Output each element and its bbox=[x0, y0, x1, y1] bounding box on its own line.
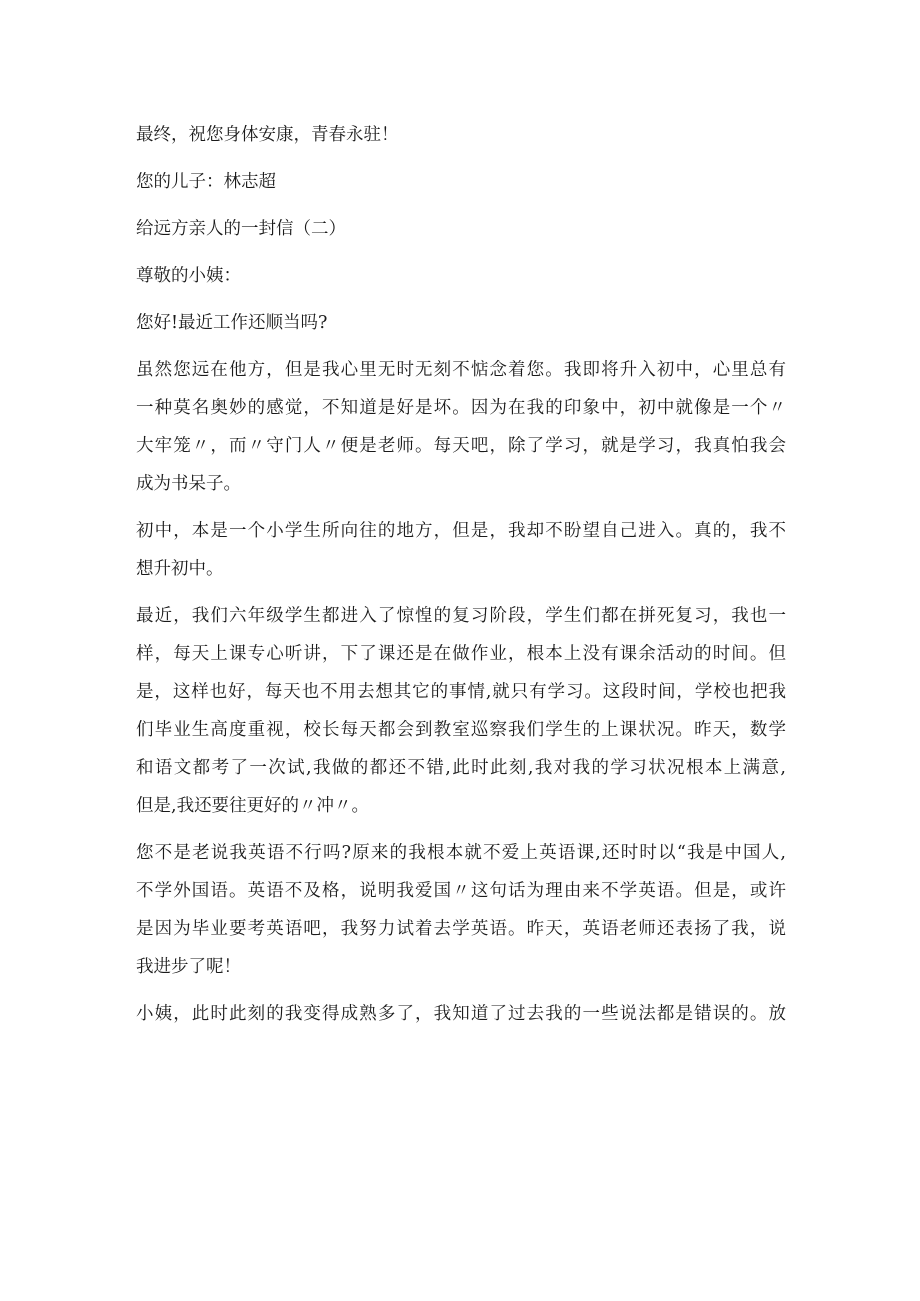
paragraph-2: 初中，本是一个小学生所向往的地方，但是，我却不盼望自己进入。真的，我不 想升初中。 bbox=[136, 521, 786, 579]
paragraph-4: 您不是老说我英语不行吗?原来的我根本就不爱上英语课,还时时以“我是中国人, 不学外国语。英语不及格，说明我爱国〃这句话为理由来不学英语。但是，或许 是因为毕业要考英语吧，我努力试着去学英语。昨天，英语老师还表扬了我，说 我进步了呢！ bbox=[136, 843, 786, 977]
closing-line: 最终，祝您身体安康，青春永驻！ bbox=[136, 125, 399, 145]
letter-body bbox=[136, 116, 786, 1042]
paragraph-1: 虽然您远在他方，但是我心里无时无刻不惦念着您。我即将升入初中，心里总有 一种莫名奥妙的感觉，不知道是好是坏。因为在我的印象中，初中就像是一个〃 大牢笼〃，而〃守门人〃便是老师。每天吧，除了学习，就是学习，我真怕我会 成为书呆子。 bbox=[136, 360, 786, 494]
paragraph-5: 小姨，此时此刻的我变得成熟多了，我知道了过去我的一些说法都是错误的。放 bbox=[136, 1004, 786, 1024]
signature-line: 您的儿子：林志超 bbox=[136, 172, 276, 192]
paragraph-3: 最近，我们六年级学生都进入了惊惶的复习阶段，学生们都在拼死复习，我也一 样，每天上课专心听讲，下了课还是在做作业，根本上没有课余活动的时间。但 是，这样也好，每天也不用去想其它的事情,就只有学习。这段时间，学校也把我 们毕业生高度重视，校长每天都会到教室巡察我们学生的上课状况。昨天，数学 和语文都考了一次试,我做的都还不错,此时此刻,我对我的学习状况根本上满意, 但是,我还要往更好的〃冲〃。 bbox=[136, 606, 786, 816]
greeting-line: 您好!最近工作还顺当吗? bbox=[136, 313, 328, 333]
salutation-line: 尊敬的小姨： bbox=[136, 266, 241, 286]
letter-heading: 给远方亲人的一封信（二） bbox=[136, 219, 346, 239]
